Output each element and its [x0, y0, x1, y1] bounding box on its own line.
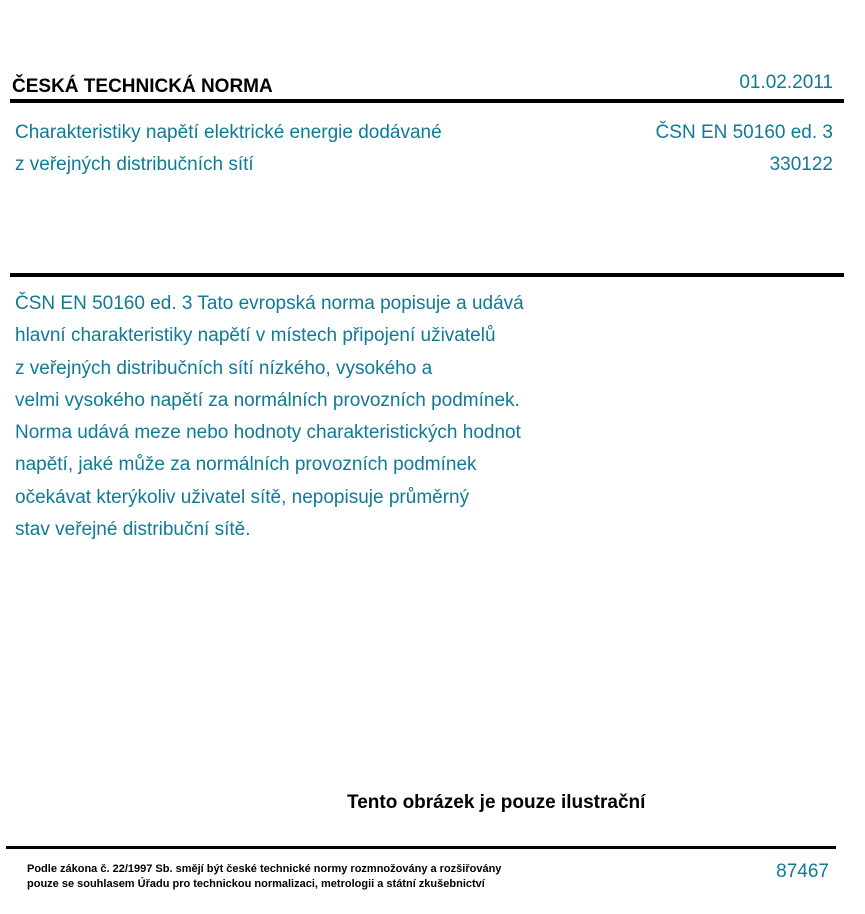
abstract-line: napětí, jaké může za normálních provozních podmínek — [15, 454, 477, 476]
legal-line: pouze se souhlasem Úřadu pro technickou normalizaci, metrologii a státní zkušebnictví — [27, 878, 485, 890]
classification-code: 330122 — [769, 154, 833, 175]
abstract-line: stav veřejné distribuční sítě. — [15, 519, 251, 541]
document-title-line: Charakteristiky napětí elektrické energie dodávané — [15, 122, 442, 143]
legal-notice — [27, 862, 501, 892]
document-title — [15, 117, 442, 181]
abstract-line: ČSN EN 50160 ed. 3 Tato evropská norma popisuje a udává — [15, 293, 524, 314]
illustrative-notice: Tento obrázek je pouze ilustrační — [347, 792, 646, 813]
standard-code: ČSN EN 50160 ed. 3 — [655, 122, 833, 143]
header-divider — [10, 99, 844, 103]
header-title: ČESKÁ TECHNICKÁ NORMA — [12, 76, 273, 97]
abstract-line: očekávat kterýkoliv uživatel sítě, nepopisuje průměrný — [15, 486, 470, 508]
section-divider — [10, 273, 844, 277]
abstract-line: Norma udává meze nebo hodnoty charakteristických hodnot — [15, 422, 521, 444]
document-codes — [656, 117, 833, 181]
abstract-line: hlavní charakteristiky napětí v místech připojení uživatelů — [15, 325, 496, 347]
abstract-line: z veřejných distribučních sítí nízkého, vysokého a — [15, 357, 433, 379]
document-title-line: z veřejných distribučních sítí — [15, 154, 254, 175]
document-number: 87467 — [776, 861, 829, 882]
abstract — [15, 288, 524, 546]
publication-date: 01.02.2011 — [739, 72, 833, 93]
abstract-line: velmi vysokého napětí za normálních provozních podmínek. — [15, 389, 520, 411]
footer-divider — [6, 846, 836, 849]
legal-line: Podle zákona č. 22/1997 Sb. smějí být české technické normy rozmnožovány a rozšiřovány — [27, 863, 502, 875]
